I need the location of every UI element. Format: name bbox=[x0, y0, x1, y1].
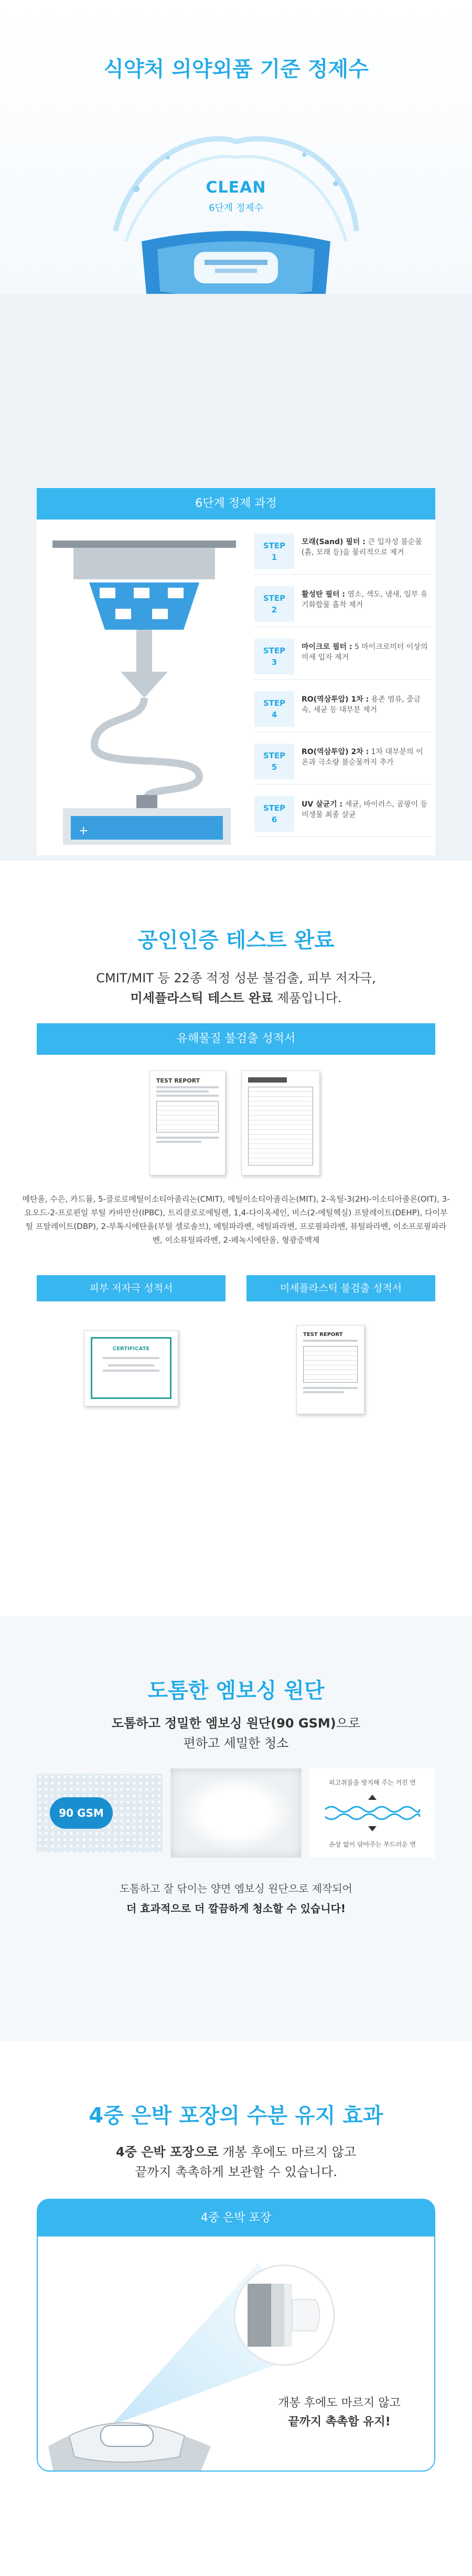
step-number: STEP 1 bbox=[254, 534, 294, 569]
section-subtitle: 도톰하고 정밀한 엠보싱 원단(90 GSM)으로 편하고 세밀한 청소 bbox=[111, 1716, 361, 1751]
step-number: STEP 4 bbox=[254, 691, 294, 727]
section-title: 도톰한 엠보싱 원단 bbox=[147, 1679, 325, 1703]
step-item bbox=[254, 580, 433, 627]
step-name: UV 살균기 : bbox=[302, 800, 343, 809]
certification-section bbox=[0, 861, 472, 1616]
section-subtitle: 4중 은박 포장으로 개봉 후에도 마르지 않고 끝까지 촉촉하게 보관할 수 있습니다. bbox=[115, 2145, 357, 2179]
section-subtitle: CMIT/MIT 등 22종 적정 성분 불검출, 피부 저자극, 미세플라스틱 테스트 완료 제품입니다. bbox=[96, 971, 376, 1005]
skin-report-bar: 피부 저자극 성적서 bbox=[37, 1275, 226, 1301]
step-desc: 염소, 색도, 냄새, 일부 유기화합물 흡착 제거 bbox=[302, 590, 428, 609]
svg-text:+: + bbox=[79, 824, 89, 838]
step-name: RO(역삼투압) 2차 : bbox=[302, 748, 369, 756]
fabric-layers-icon bbox=[320, 1795, 425, 1831]
soft-side-label: 손상 없이 닦아주는 부드러운 면 bbox=[329, 1841, 416, 1848]
section-title: 공인인증 테스트 완료 bbox=[137, 928, 335, 952]
embossing-section bbox=[0, 1616, 472, 2041]
certificate-image: CERTIFICATE bbox=[84, 1330, 178, 1406]
section-title: 4중 은박 포장의 수분 유지 효과 bbox=[89, 2104, 383, 2128]
step-desc: 1차 대부분의 이온과 극소량 불순물까지 추가 bbox=[302, 748, 423, 767]
steps-card bbox=[37, 520, 435, 855]
gsm-fabric-image bbox=[37, 1774, 163, 1852]
step-desc: 큰 입자성 불순물(흙, 모래 등)을 물리적으로 제거 bbox=[302, 538, 422, 557]
step-item bbox=[254, 685, 433, 732]
test-report-image: TEST REPORT bbox=[149, 1070, 226, 1175]
step-number: STEP 3 bbox=[254, 639, 294, 674]
silver-package-section bbox=[0, 2041, 472, 2576]
hazardous-report-bar: 유해물질 불검출 성적서 bbox=[37, 1023, 435, 1055]
purification-title-bar: 6단계 정제 과정 bbox=[37, 488, 435, 520]
fabric-layers-diagram bbox=[309, 1768, 435, 1858]
embossing-description: 도톰하고 잘 닦이는 양면 엠보싱 원단으로 제작되어 더 효과적으로 더 깔끔하게 청소할 수 있습니다! bbox=[120, 1882, 352, 1915]
package-box-title: 4중 은박 포장 bbox=[38, 2200, 434, 2236]
microplastic-report-bar: 미세플라스틱 불검출 성적서 bbox=[246, 1275, 435, 1301]
step-desc: 5 마이크로미터 이상의 미세 입자 제거 bbox=[302, 643, 428, 662]
purifier-diagram-image bbox=[42, 525, 246, 850]
step-desc: 세균, 바이러스, 곰팡이 등 미생물 최종 살균 bbox=[302, 800, 428, 819]
step-name: 모래(Sand) 필터 : bbox=[302, 538, 366, 546]
section-title: 식약처 의약외품 기준 정제수 bbox=[103, 57, 369, 81]
step-name: 활성탄 필터 : bbox=[302, 590, 345, 599]
clean-label: CLEAN bbox=[206, 178, 266, 197]
purification-section bbox=[0, 294, 472, 861]
rough-side-label: 피고쥐물을 방지해 주는 거친 면 bbox=[329, 1779, 416, 1786]
step-item bbox=[254, 632, 433, 680]
step-number: STEP 6 bbox=[254, 796, 294, 832]
step-number: STEP 5 bbox=[254, 744, 294, 779]
step-item bbox=[254, 527, 433, 575]
package-zoom-image bbox=[38, 2236, 434, 2472]
embossed-fabric-image bbox=[170, 1768, 302, 1858]
step-number: STEP 2 bbox=[254, 586, 294, 622]
gsm-badge: 90 GSM bbox=[50, 1797, 113, 1829]
test-report-table-image bbox=[241, 1070, 320, 1175]
clean-subtitle: 6단계 정제수 bbox=[208, 203, 264, 214]
step-name: 마이크로 필터 : bbox=[302, 643, 352, 651]
step-item bbox=[254, 790, 433, 837]
ingredients-list: 메탄올, 수은, 카드뮴, 5-클로로메틸이소티아졸리논(CMIT), 메틸이소티아졸리논(MIT), 2-옥틸-3(2H)-이소티아졸론(OIT), 3-요오드-2-프로핀일 부틸 카바만산(IPBC), 트리클로로에틸렌, 1,4-다이옥세인, 비스(2-에틸헥실) 프탈레이트(DEHP), 다이부틸 프탈레이트(DBP), 2-부톡시에탄올(부틸 셀로솔브), 메틸파라벤, 에틸파라벤, 프로필파라벤, 뷰틸파라벤, 이소프로필파라벤, 이소뷰틸파라벤, 2-페녹시에탄올, 형광증백제 bbox=[22, 1194, 450, 1245]
step-name: RO(역삼투압) 1차 : bbox=[302, 695, 369, 704]
microplastic-report-image: TEST REPORT bbox=[296, 1325, 364, 1414]
step-item bbox=[254, 737, 433, 785]
package-box bbox=[37, 2199, 435, 2472]
step-desc: 용존 염류, 중금속, 세균 등 대부분 제거 bbox=[302, 695, 421, 714]
clean-water-section bbox=[0, 0, 472, 294]
package-caption: 개봉 후에도 마르지 않고 끝까지 촉촉함 유지! bbox=[278, 2397, 401, 2429]
